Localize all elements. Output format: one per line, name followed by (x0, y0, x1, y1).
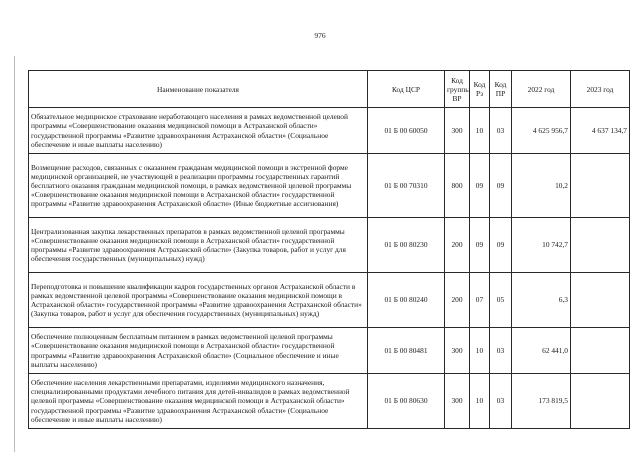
row-kvr: 300 (445, 108, 470, 154)
header-kcsr: Код ЦСР (368, 71, 445, 108)
row-kvr: 200 (445, 273, 470, 328)
page-edge-line (14, 56, 15, 452)
row-2022: 4 625 956,7 (512, 108, 571, 154)
table-row (29, 328, 630, 374)
row-2023: 4 637 134,7 (571, 108, 630, 154)
row-kvr: 300 (445, 328, 470, 374)
row-name: Централизованная закупка лекарственных препаратов в рамках ведомственной целевой программы «Совершенствование оказания медицинской помощи в Астраханской области» государственной программы «Развитие здравоохранения Астраханской области» (Закупка товаров, работ и услуг для обеспечения государственных (муниципальных) нужд) (29, 218, 368, 273)
row-kvr: 300 (445, 374, 470, 429)
table-row (29, 218, 630, 273)
row-2022: 10,2 (512, 154, 571, 218)
row-kvr: 200 (445, 218, 470, 273)
row-name: Возмещение расходов, связанных с оказанием гражданам медицинской помощи в экстренной форме медицинской организацией, не участвующей в реализации программы государственных гарантий бесплатного оказания гражданам медицинской помощи, в рамках ведомственной целевой программы «Совершенствование оказания медицинской помощи в Астраханской области» государственной программы «Развитие здравоохранения Астраханской области» (Иные бюджетные ассигнования) (29, 154, 368, 218)
table-row (29, 154, 630, 218)
header-kvr: Код группы ВР (445, 71, 470, 108)
table-row (29, 374, 630, 429)
row-kcsr: 01 Б 00 60050 (368, 108, 445, 154)
header-pr: Код ПР (490, 71, 512, 108)
row-name: Обеспечение населения лекарственными препаратами, изделиями медицинского назначения, специализированными продуктами лечебного питания для детей-инвалидов в рамках ведомственной целевой программы «Совершенствование оказания медицинской помощи в Астраханской области» государственной программы «Развитие здравоохранения Астраханской области» (Социальное обеспечение и иные выплаты населению) (29, 374, 368, 429)
row-kcsr: 01 Б 00 70310 (368, 154, 445, 218)
table-row (29, 273, 630, 328)
row-name: Переподготовка и повышение квалификации кадров государственных органов Астраханской области в рамках ведомственной целевой программы «Совершенствование оказания медицинской помощи в Астраханской области» государственной программы «Развитие здравоохранения Астраханской области» (Закупка товаров, работ и услуг для обеспечения государственных (муниципальных) нужд) (29, 273, 368, 328)
header-rz: Код Рз (470, 71, 490, 108)
row-pr: 09 (490, 154, 512, 218)
row-2023 (571, 273, 630, 328)
row-rz: 09 (470, 218, 490, 273)
row-rz: 10 (470, 328, 490, 374)
row-name: Обеспечение полноценным бесплатным питанием в рамках ведомственной целевой программы «Совершенствование оказания медицинской помощи в Астраханской области» государственной программы «Развитие здравоохранения Астраханской области» (Социальное обеспечение и иные выплаты населению) (29, 328, 368, 374)
row-pr: 03 (490, 374, 512, 429)
row-kcsr: 01 Б 00 80240 (368, 273, 445, 328)
row-rz: 07 (470, 273, 490, 328)
row-name: Обязательное медицинское страхование неработающего населения в рамках ведомственной целевой программы «Совершенствование оказания медицинской помощи в Астраханской области» государственной программы «Развитие здравоохранения Астраханской области» (Социальное обеспечение и иные выплаты населению) (29, 108, 368, 154)
row-pr: 03 (490, 108, 512, 154)
row-rz: 09 (470, 154, 490, 218)
row-2022: 6,3 (512, 273, 571, 328)
row-kcsr: 01 Б 00 80230 (368, 218, 445, 273)
row-pr: 05 (490, 273, 512, 328)
row-2022: 173 819,5 (512, 374, 571, 429)
row-rz: 10 (470, 108, 490, 154)
header-name: Наименование показателя (29, 71, 368, 108)
row-kvr: 800 (445, 154, 470, 218)
row-2023 (571, 328, 630, 374)
row-2022: 62 441,0 (512, 328, 571, 374)
row-pr: 03 (490, 328, 512, 374)
budget-table (28, 70, 630, 429)
header-2023: 2023 год (571, 71, 630, 108)
row-kcsr: 01 Б 00 80630 (368, 374, 445, 429)
page-number: 976 (314, 31, 326, 40)
table-header-row (29, 71, 630, 108)
row-2023 (571, 218, 630, 273)
row-kcsr: 01 Б 00 80481 (368, 328, 445, 374)
header-2022: 2022 год (512, 71, 571, 108)
row-pr: 09 (490, 218, 512, 273)
row-2023 (571, 154, 630, 218)
row-2022: 10 742,7 (512, 218, 571, 273)
row-2023 (571, 374, 630, 429)
row-rz: 10 (470, 374, 490, 429)
table-row (29, 108, 630, 154)
